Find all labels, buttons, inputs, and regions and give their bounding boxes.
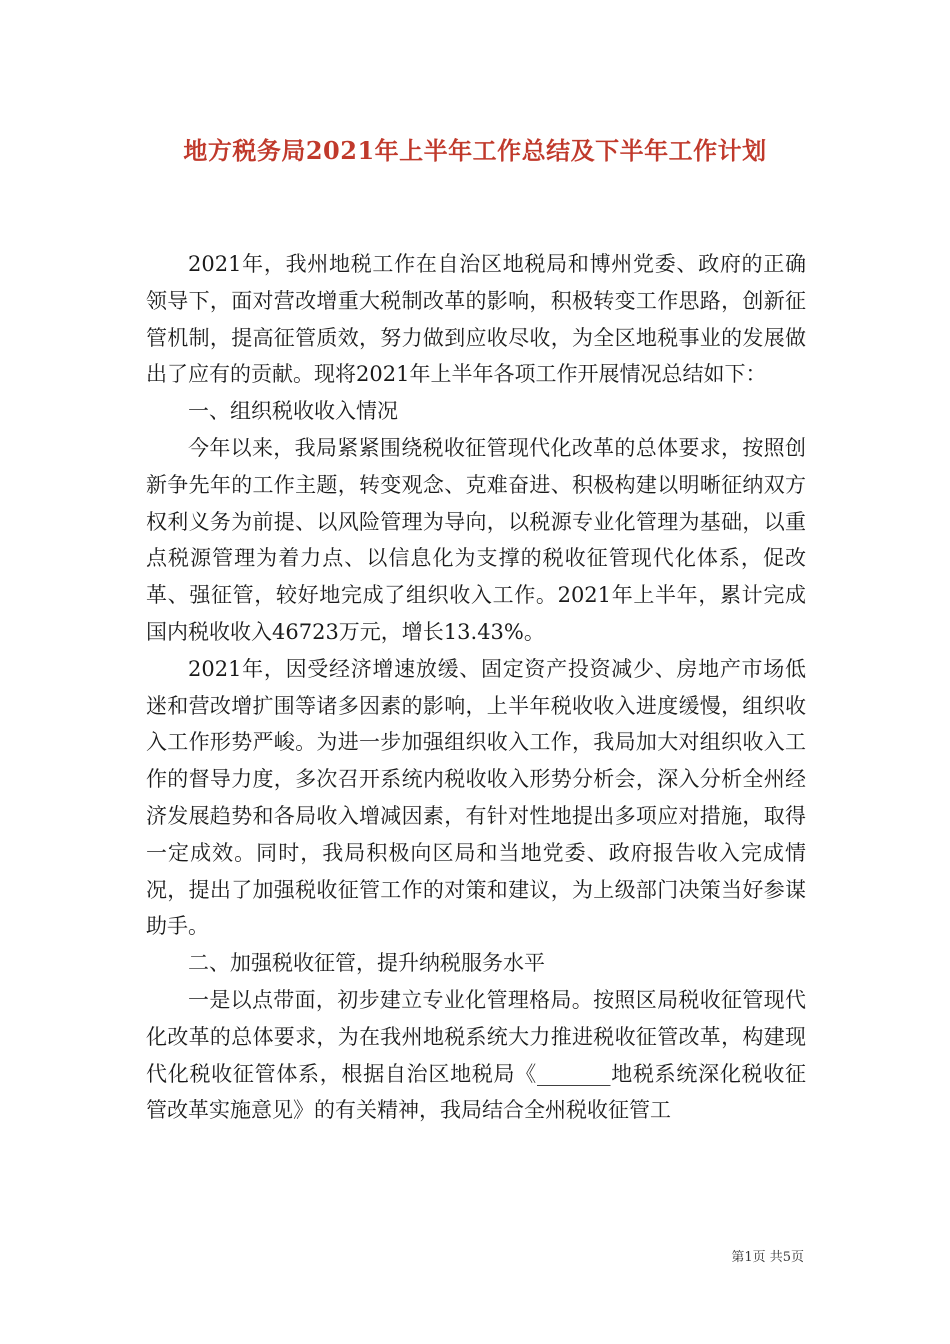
paragraph-intro: 2021年，我州地税工作在自治区地税局和博州党委、政府的正确领导下，面对营改增重大税制改革的影响，积极转变工作思路，创新征管机制，提高征管质效，努力做到应收尽收，为全区地税事业的发展做出了应有的贡献。现将2021年上半年各项工作开展情况总结如下： (146, 252, 806, 387)
page-number: 第1页 共5页 (731, 1250, 804, 1265)
paragraph-collection-reform: 一是以点带面，初步建立专业化管理格局。按照区局税收征管现代化改革的总体要求，为在我州地税系统大力推进税收征管改革，构建现代化税收征管体系，根据自治区地税局《_______地税系统深化税收征管改革实施意见》的有关精神，我局结合全州税收征管工 (146, 987, 806, 1123)
paragraph-revenue-situation: 2021年，因受经济增速放缓、固定资产投资减少、房地产市场低迷和营改增扩围等诸多因素的影响，上半年税收收入进度缓慢，组织收入工作形势严峻。为进一步加强组织收入工作，我局加大对组织收入工作的督导力度，多次召开系统内税收收入形势分析会，深入分析全州经济发展趋势和各局收入增减因素，有针对性地提出多项应对措施，取得一定成效。同时，我局积极向区局和当地党委、政府报告收入完成情况，提出了加强税收征管工作的对策和建议，为上级部门决策当好参谋助手。 (146, 656, 806, 939)
document-title: 地方税务局2021年上半年工作总结及下半年工作计划 (183, 136, 767, 165)
paragraph-revenue-overview: 今年以来，我局紧紧围绕税收征管现代化改革的总体要求，按照创新争先年的工作主题，转变观念、克难奋进、积极构建以明晰征纳双方权利义务为前提、以风险管理为导向，以税源专业化管理为基础，以重点税源管理为着力点、以信息化为支撑的税收征管现代化体系，促改革、强征管，较好地完成了组织收入工作。2021年上半年，累计完成国内税收收入46723万元，增长13.43%。 (146, 435, 806, 644)
section-heading-1: 一、组织税收收入情况 (188, 399, 398, 424)
section-heading-2: 二、加强税收征管，提升纳税服务水平 (188, 951, 545, 976)
document-body (146, 246, 806, 1129)
